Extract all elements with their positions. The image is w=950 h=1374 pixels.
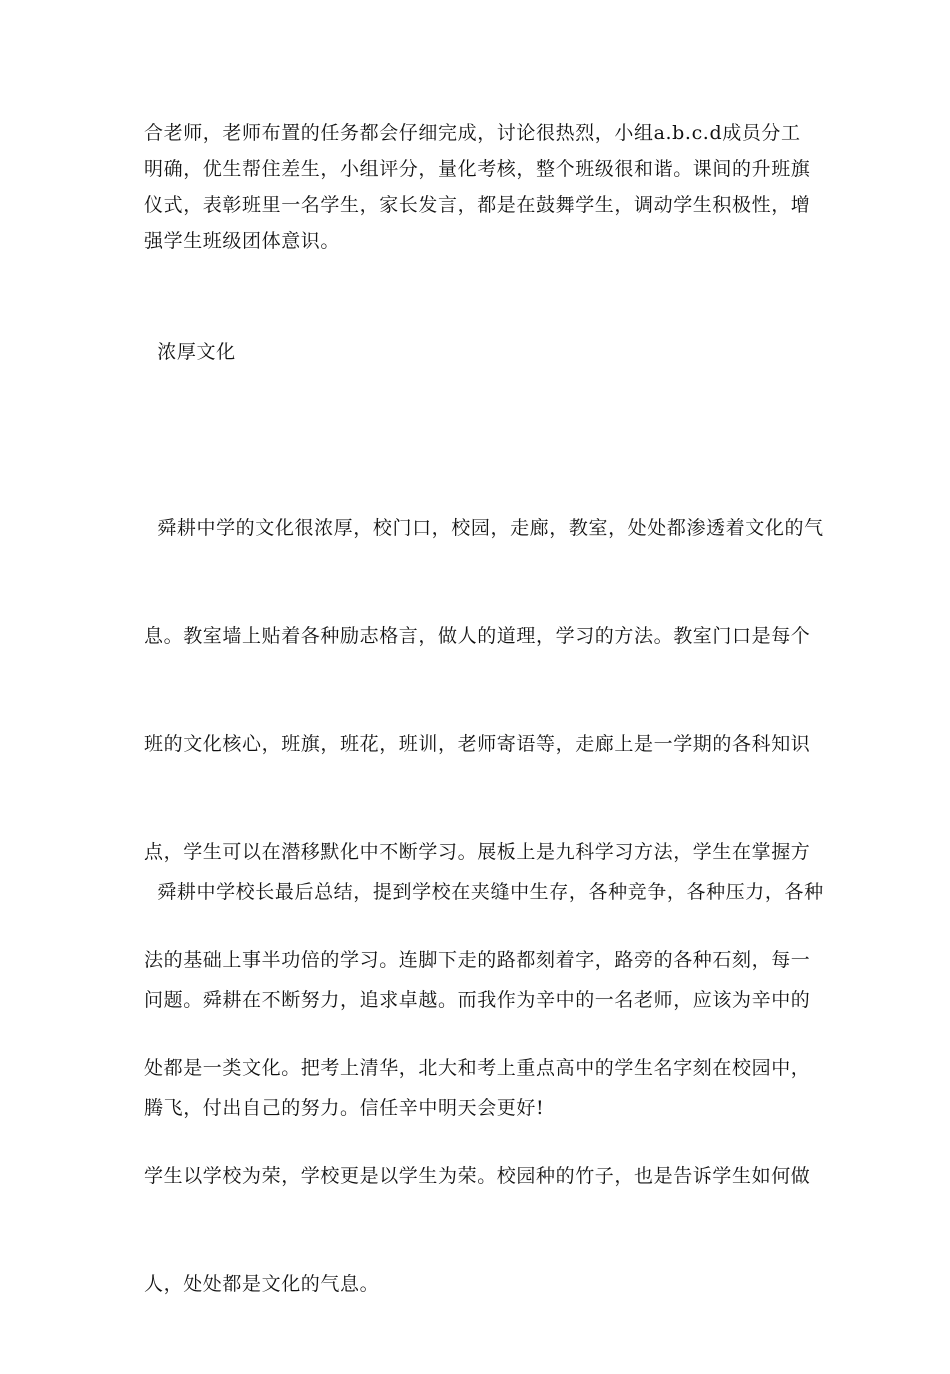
paragraph-line: 问题。舜耕在不断努力，追求卓越。而我作为辛中的一名老师，应该为辛中的 — [144, 989, 811, 1011]
paragraph-line: 舜耕中学校长最后总结，提到学校在夹缝中生存，各种竞争，各种压力，各种 — [144, 881, 824, 903]
paragraph-teamwork — [144, 115, 814, 259]
paragraph-line: 人，处处都是文化的气息。 — [144, 1273, 380, 1295]
paragraph-line: 仪式，表彰班里一名学生，家长发言，都是在鼓舞学生，调动学生积极性，增 — [144, 194, 811, 216]
section-heading — [144, 334, 814, 370]
paragraph-line: 舜耕中学的文化很浓厚，校门口，校园，走廊，教室，处处都渗透着文化的气 — [144, 517, 824, 539]
paragraph-line: 法的基础上事半功倍的学习。连脚下走的路都刻着字，路旁的各种石刻，每一 — [144, 949, 811, 971]
paragraph-line: 学生以学校为荣，学校更是以学生为荣。校园种的竹子，也是告诉学生如何做 — [144, 1165, 811, 1187]
paragraph-line: 息。教室墙上贴着各种励志格言，做人的道理，学习的方法。教室门口是每个 — [144, 625, 811, 647]
paragraph-line: 处都是一类文化。把考上清华，北大和考上重点高中的学生名字刻在校园中， — [144, 1057, 811, 1079]
section-heading-text: 浓厚文化 — [144, 341, 236, 363]
paragraph-line: 班的文化核心，班旗，班花，班训，老师寄语等，走廊上是一学期的各科知识 — [144, 733, 811, 755]
paragraph-line: 强学生班级团体意识。 — [144, 230, 341, 252]
paragraph-line: 点，学生可以在潜移默化中不断学习。展板上是九科学习方法，学生在掌握方 — [144, 841, 811, 863]
paragraph-conclusion — [144, 802, 824, 1198]
paragraph-line: 腾飞，付出自己的努力。信任辛中明天会更好! — [144, 1097, 545, 1119]
paragraph-line: 合老师，老师布置的任务都会仔细完成，讨论很热烈，小组a.b.c.d成员分工 — [144, 122, 801, 144]
paragraph-line: 明确，优生帮住差生，小组评分，量化考核，整个班级很和谐。课间的升班旗 — [144, 158, 811, 180]
